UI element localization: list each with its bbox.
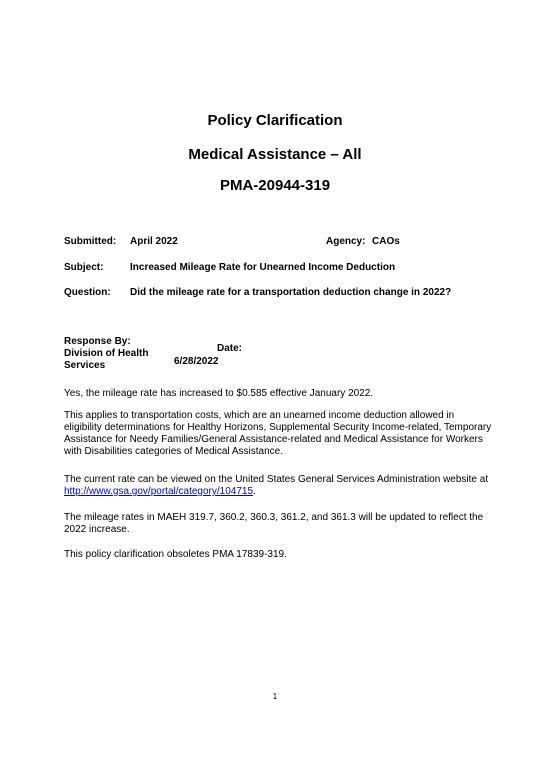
document-title: Policy Clarification (207, 112, 343, 129)
applicability-paragraph: This applies to transportation costs, which are an unearned income deduction allowed in eligibility determinations for Healthy Horizons, Supplemental Security Income-related, Temporary Assistance for Needy Families/General Assistance-related and Medical Assistance for Workers with Disabilities categories of Medical Assistance. (64, 410, 492, 457)
question-value: Did the mileage rate for a transportation deduction change in 2022? (130, 287, 452, 298)
obsoletes-paragraph: This policy clarification obsoletes PMA 17839-319. (64, 549, 287, 560)
response-division-line: Division of Health (64, 348, 149, 359)
rate-source-text: The current rate can be viewed on the United States General Services Administration website at (64, 474, 489, 485)
question-label: Question: (64, 287, 111, 298)
document-id: PMA-20944-319 (219, 177, 331, 194)
agency-value: CAOs (372, 236, 400, 247)
page-number: 1 (272, 692, 278, 701)
submitted-value: April 2022 (130, 236, 178, 247)
submitted-label: Submitted: (64, 236, 117, 247)
gsa-link[interactable]: http://www.gsa.gov/portal/category/104715 (64, 486, 254, 497)
agency-label: Agency: (326, 236, 366, 247)
subject-label: Subject: (64, 262, 104, 273)
date-value: 6/28/2022 (174, 356, 219, 367)
update-paragraph: The mileage rates in MAEH 319.7, 360.2, 360.3, 361.2, and 361.3 will be updated to reflect the 2022 increase. (64, 512, 484, 535)
answer-paragraph: Yes, the mileage rate has increased to $0.585 effective January 2022. (64, 388, 374, 399)
response-by-line: Response By: (64, 336, 131, 347)
subject-value: Increased Mileage Rate for Unearned Income Deduction (130, 262, 396, 273)
response-by-label (64, 336, 174, 372)
date-label: Date: (217, 343, 243, 354)
document-subtitle: Medical Assistance – All (188, 146, 362, 163)
rate-source-end: . (253, 486, 256, 497)
response-services-line: Services (64, 360, 106, 371)
rate-source-paragraph (64, 474, 494, 498)
